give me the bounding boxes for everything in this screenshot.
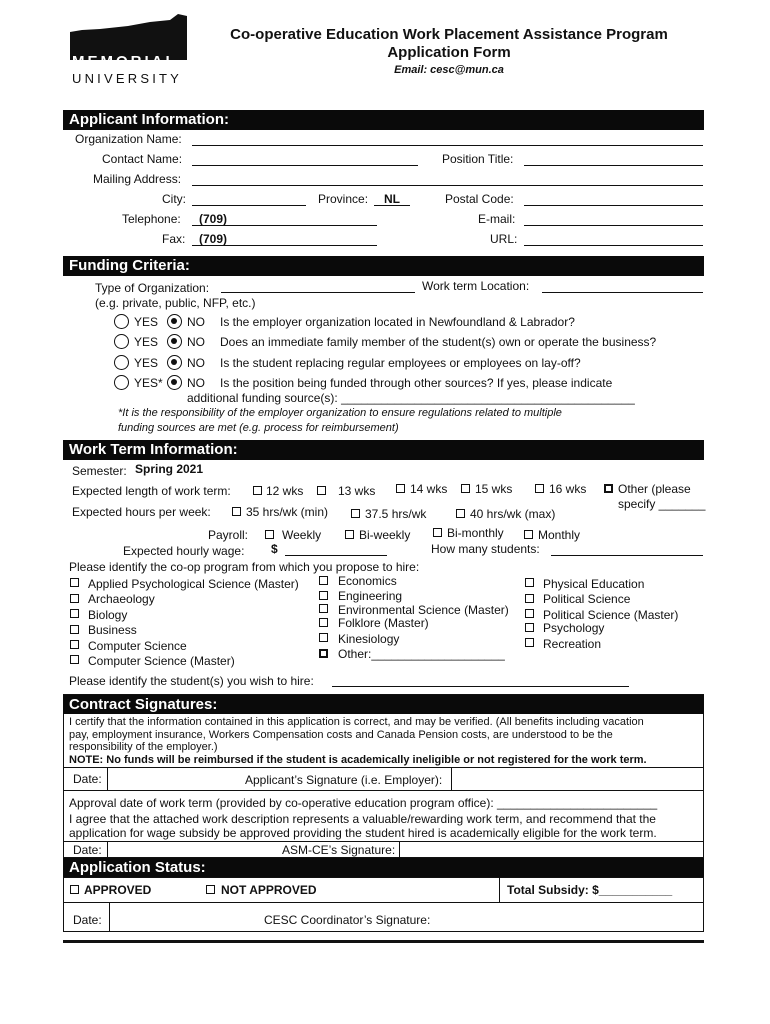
program-political-science-master-label: Political Science (Master) — [543, 608, 679, 622]
program-other-checkbox[interactable] — [319, 649, 328, 658]
payroll-monthly-checkbox[interactable] — [524, 530, 533, 539]
approval-date-label: Approval date of work term (provided by co-operative education program office): ________________________ — [69, 796, 658, 810]
program-psychology-label: Psychology — [543, 621, 605, 635]
total-subsidy-label: Total Subsidy: $___________ — [507, 883, 673, 897]
program-biology-checkbox[interactable] — [70, 609, 79, 618]
program-computer-science-label: Computer Science — [88, 639, 187, 653]
program-psychology-checkbox[interactable] — [525, 623, 534, 632]
not-approved-label: NOT APPROVED — [221, 883, 317, 897]
length-other-checkbox[interactable] — [604, 484, 613, 493]
q1-no-radio[interactable] — [167, 314, 182, 329]
fax-field[interactable] — [192, 245, 377, 246]
program-political-science-master-checkbox[interactable] — [525, 609, 534, 618]
students-to-hire-label: Please identify the student(s) you wish to hire: — [69, 674, 314, 688]
applicant-date-label: Date: — [73, 772, 102, 786]
hourly-wage-field[interactable] — [285, 555, 387, 556]
q4-no-label: NO — [187, 376, 205, 390]
program-computer-science-master-checkbox[interactable] — [70, 655, 79, 664]
divider — [451, 768, 452, 790]
payroll-bimonthly-label: Bi-monthly — [447, 526, 504, 540]
q3-text: Is the student replacing regular employees or employees on lay-off? — [220, 356, 581, 370]
divider — [63, 767, 704, 768]
approved-label: APPROVED — [84, 883, 152, 897]
asm-date-label: Date: — [73, 843, 102, 857]
length-14-checkbox[interactable] — [396, 484, 405, 493]
q4-yes-label: YES* — [134, 376, 163, 390]
city-label: City: — [162, 192, 186, 206]
funding-note-line1: *It is the responsibility of the employer organization to ensure regulations related to multiple — [118, 407, 562, 419]
length-12-checkbox[interactable] — [253, 486, 262, 495]
length-14-label: 14 wks — [410, 482, 448, 496]
program-computer-science-master-label: Computer Science (Master) — [88, 654, 235, 668]
program-engineering-label: Engineering — [338, 589, 403, 603]
divider — [63, 902, 704, 903]
approved-checkbox[interactable] — [70, 885, 79, 894]
students-to-hire-field[interactable] — [332, 686, 629, 687]
q2-no-label: NO — [187, 335, 205, 349]
telephone-label: Telephone: — [122, 212, 181, 226]
program-economics-label: Economics — [338, 574, 397, 588]
mailing-address-field[interactable] — [192, 185, 703, 186]
hours-40-checkbox[interactable] — [456, 509, 465, 518]
form-subtitle: Application Form — [387, 44, 511, 61]
org-name-label: Organization Name: — [75, 132, 182, 146]
not-approved-checkbox[interactable] — [206, 885, 215, 894]
contact-email: Email: cesc@mun.ca — [394, 64, 504, 76]
q3-yes-radio[interactable] — [114, 355, 129, 370]
agreement-line2: application for wage subsidy be approved providing the student hired is academically eligible for the work term. — [69, 826, 657, 840]
asm-signature-label: ASM-CE’s Signature: — [282, 843, 396, 857]
position-title-label: Position Title: — [442, 152, 514, 166]
contact-name-label: Contact Name: — [102, 152, 183, 166]
divider — [109, 903, 110, 932]
how-many-students-label: How many students: — [431, 542, 540, 556]
reimbursement-note: NOTE: No funds will be reimbursed if the student is academically ineligible or not registered for the work term. — [69, 754, 647, 766]
length-13-label: 13 wks — [338, 484, 376, 498]
program-folklore-checkbox[interactable] — [319, 618, 328, 627]
length-16-checkbox[interactable] — [535, 484, 544, 493]
footer-rule — [63, 940, 704, 943]
q3-yes-label: YES — [134, 356, 159, 370]
length-15-checkbox[interactable] — [461, 484, 470, 493]
length-other-specify: specify _______ — [618, 497, 706, 511]
program-prompt: Please identify the co-op program from which you propose to hire: — [69, 560, 420, 574]
program-environmental-science-checkbox[interactable] — [319, 604, 328, 613]
program-recreation-checkbox[interactable] — [525, 638, 534, 647]
payroll-monthly-label: Monthly — [538, 528, 581, 542]
logo-line1: MEMORIAL — [72, 53, 178, 70]
payroll-label: Payroll: — [208, 528, 249, 542]
q1-no-label: NO — [187, 315, 205, 329]
applicant-signature-label: Applicant’s Signature (i.e. Employer): — [245, 773, 443, 787]
semester-label: Semester: — [72, 464, 127, 478]
application-status-heading: Application Status: — [63, 858, 704, 877]
program-political-science-label: Political Science — [543, 592, 631, 606]
hours-37-label: 37.5 hrs/wk — [365, 507, 427, 521]
postal-code-field[interactable] — [524, 205, 703, 206]
city-field[interactable] — [192, 205, 306, 206]
program-folklore-label: Folklore (Master) — [338, 616, 429, 630]
length-16-label: 16 wks — [549, 482, 587, 496]
position-title-field[interactable] — [524, 165, 703, 166]
fax-label: Fax: — [162, 232, 186, 246]
contact-name-field[interactable] — [192, 165, 418, 166]
program-recreation-label: Recreation — [543, 637, 602, 651]
url-label: URL: — [490, 232, 518, 246]
q2-text: Does an immediate family member of the student(s) own or operate the business? — [220, 335, 657, 349]
postal-code-label: Postal Code: — [445, 192, 514, 206]
program-computer-science-checkbox[interactable] — [70, 640, 79, 649]
semester-value: Spring 2021 — [135, 462, 204, 476]
province-value: NL — [384, 192, 400, 206]
q1-yes-radio[interactable] — [114, 314, 129, 329]
q4-no-radio[interactable] — [167, 375, 182, 390]
telephone-field[interactable] — [192, 225, 377, 226]
q1-yes-label: YES — [134, 315, 159, 329]
program-business-label: Business — [88, 623, 137, 637]
additional-funding-sources: additional funding source(s): ____________________________________________ — [187, 391, 635, 405]
length-12-label: 12 wks — [266, 484, 304, 498]
email-label: E-mail: — [478, 212, 516, 226]
work-term-location-field[interactable] — [542, 292, 703, 293]
q2-no-radio[interactable] — [167, 334, 182, 349]
certification-line1: I certify that the information contained in this application is correct, and may be verified. (All benefits including vacation — [69, 716, 644, 728]
contract-signatures-heading: Contract Signatures: — [63, 695, 704, 714]
work-term-heading: Work Term Information: — [63, 440, 704, 460]
program-applied-psych-checkbox[interactable] — [70, 578, 79, 587]
work-term-location-label: Work term Location: — [422, 279, 530, 293]
q3-no-radio[interactable] — [167, 355, 182, 370]
fax-value: (709) — [199, 232, 228, 246]
divider — [107, 842, 108, 858]
hours-35-label: 35 hrs/wk (min) — [246, 505, 329, 519]
hours-35-checkbox[interactable] — [232, 507, 241, 516]
funding-criteria-heading: Funding Criteria: — [63, 256, 704, 276]
telephone-value: (709) — [199, 212, 228, 226]
q1-text: Is the employer organization located in Newfoundland & Labrador? — [220, 315, 575, 329]
province-field[interactable] — [374, 205, 410, 206]
program-physical-education-checkbox[interactable] — [525, 578, 534, 587]
program-physical-education-label: Physical Education — [543, 577, 645, 591]
email-field[interactable] — [524, 225, 703, 226]
org-name-field[interactable] — [192, 145, 703, 146]
q4-text: Is the position being funded through other sources? If yes, please indicate — [220, 376, 613, 390]
how-many-students-field[interactable] — [551, 555, 703, 556]
hours-40-label: 40 hrs/wk (max) — [470, 507, 556, 521]
payroll-weekly-label: Weekly — [282, 528, 322, 542]
divider — [399, 842, 400, 858]
logo-line2: UNIVERSITY — [72, 71, 183, 86]
q3-no-label: NO — [187, 356, 205, 370]
program-political-science-checkbox[interactable] — [525, 594, 534, 603]
divider — [107, 768, 108, 790]
coordinator-date-label: Date: — [73, 913, 102, 927]
q2-yes-radio[interactable] — [114, 334, 129, 349]
payroll-weekly-checkbox[interactable] — [265, 530, 274, 539]
coordinator-signature-label: CESC Coordinator’s Signature: — [264, 913, 431, 927]
province-label: Province: — [318, 192, 369, 206]
type-of-org-label: Type of Organization: — [95, 281, 210, 295]
program-economics-checkbox[interactable] — [319, 576, 328, 585]
divider — [499, 877, 500, 902]
program-kinesiology-checkbox[interactable] — [319, 633, 328, 642]
divider — [63, 841, 704, 842]
program-archaeology-label: Archaeology — [88, 592, 155, 606]
program-biology-label: Biology — [88, 608, 128, 622]
hours-per-week-label: Expected hours per week: — [72, 505, 211, 519]
funding-note-line2: funding sources are met (e.g. process for reimbursement) — [118, 422, 399, 434]
hours-37-checkbox[interactable] — [351, 509, 360, 518]
program-engineering-checkbox[interactable] — [319, 591, 328, 600]
form-title: Co-operative Education Work Placement Assistance Program — [230, 26, 668, 43]
length-other-label: Other (please — [618, 482, 691, 496]
program-kinesiology-label: Kinesiology — [338, 632, 400, 646]
program-environmental-science-label: Environmental Science (Master) — [338, 603, 509, 617]
applicant-info-heading: Applicant Information: — [63, 110, 704, 130]
length-15-label: 15 wks — [475, 482, 513, 496]
work-term-length-label: Expected length of work term: — [72, 484, 231, 498]
type-of-org-example: (e.g. private, public, NFP, etc.) — [95, 296, 256, 310]
payroll-biweekly-checkbox[interactable] — [345, 530, 354, 539]
length-13-checkbox[interactable] — [317, 486, 326, 495]
q4-yes-radio[interactable] — [114, 375, 129, 390]
certification-line3: responsibility of the employer.) — [69, 741, 218, 753]
mailing-address-label: Mailing Address: — [93, 172, 182, 186]
program-archaeology-checkbox[interactable] — [70, 594, 79, 603]
payroll-biweekly-label: Bi-weekly — [359, 528, 411, 542]
hourly-wage-label: Expected hourly wage: — [123, 544, 245, 558]
program-applied-psych-label: Applied Psychological Science (Master) — [88, 577, 299, 591]
divider — [63, 790, 704, 791]
program-other-label: Other:____________________ — [338, 647, 505, 661]
type-of-org-field[interactable] — [221, 292, 415, 293]
q2-yes-label: YES — [134, 335, 159, 349]
payroll-bimonthly-checkbox[interactable] — [433, 528, 442, 537]
hourly-wage-currency: $ — [271, 542, 278, 556]
url-field[interactable] — [524, 245, 703, 246]
agreement-line1: I agree that the attached work description represents a valuable/rewarding work term, and recommend that the — [69, 812, 656, 826]
program-business-checkbox[interactable] — [70, 625, 79, 634]
certification-line2: pay, employment insurance, Workers Compensation costs and Canada Pension costs, are understood to be the — [69, 729, 613, 741]
